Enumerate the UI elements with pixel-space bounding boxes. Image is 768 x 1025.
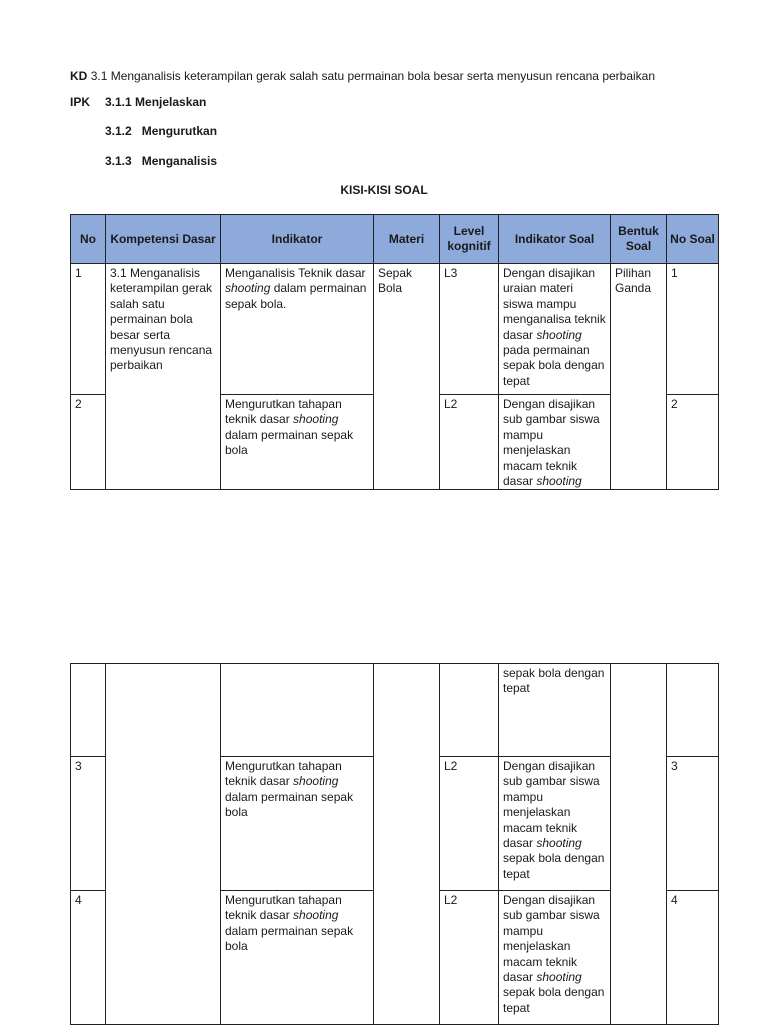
table-row	[71, 757, 719, 891]
level-cell: L2	[440, 395, 499, 490]
level-cell	[440, 664, 499, 757]
table-row	[71, 664, 719, 757]
header-indikator-soal: Indikator Soal	[499, 215, 611, 264]
level-cell: L3	[440, 264, 499, 395]
indicator-soal-cell: Dengan disajikan uraian materi siswa mampu menganalisa teknik dasar shooting pada permainan sepak bola dengan tepat	[499, 264, 611, 395]
ipk-item-2: 3.1.2 Mengurutkan	[105, 124, 218, 138]
header-no-soal: No Soal	[667, 215, 719, 264]
header-kompetensi: Kompetensi Dasar	[106, 215, 221, 264]
row-no: 3	[71, 757, 106, 891]
kisi-table-continued	[70, 663, 719, 1025]
ipk-item-3: 3.1.3 Menganalisis	[105, 154, 218, 168]
no-soal-cell: 3	[667, 757, 719, 891]
competency-cell	[106, 757, 221, 891]
form-cell	[611, 664, 667, 757]
row-no: 2	[71, 395, 106, 490]
header-materi: Materi	[374, 215, 440, 264]
material-cell	[374, 891, 440, 1025]
indicator-soal-cell: Dengan disajikan sub gambar siswa mampu menjelaskan macam teknik dasar shooting sepak bola dengan tepat	[499, 757, 611, 891]
form-cell	[611, 757, 667, 891]
table-row	[71, 264, 719, 395]
row-no: 1	[71, 264, 106, 395]
header-no: No	[71, 215, 106, 264]
header-level: Level kognitif	[440, 215, 499, 264]
header-indikator: Indikator	[221, 215, 374, 264]
material-cell: Sepak Bola	[374, 264, 440, 490]
level-cell: L2	[440, 891, 499, 1025]
kd-text: 3.1 Menganalisis keterampilan gerak salah satu permainan bola besar serta menyusun rencana perbaikan	[90, 69, 656, 83]
ipk-label: IPK	[70, 95, 91, 109]
indicator-cell: Menganalisis Teknik dasar shooting dalam permainan sepak bola.	[221, 264, 374, 395]
no-soal-cell: 4	[667, 891, 719, 1025]
form-cell: Pilihan Ganda	[611, 264, 667, 490]
ipk-item-1: 3.1.1 Menjelaskan	[105, 95, 207, 109]
indicator-soal-cell: sepak bola dengan tepat	[499, 664, 611, 757]
competency-cell: 3.1 Menganalisis keterampilan gerak salah satu permainan bola besar serta menyusun rencana perbaikan	[106, 264, 221, 490]
indicator-soal-cell: Dengan disajikan sub gambar siswa mampu menjelaskan macam teknik dasar shooting sepak bola dengan tepat	[499, 891, 611, 1025]
indicator-cell	[221, 664, 374, 757]
competency-cell	[106, 891, 221, 1025]
indicator-soal-cell: Dengan disajikan sub gambar siswa mampu menjelaskan macam teknik dasar shooting	[499, 395, 611, 490]
indicator-cell: Mengurutkan tahapan teknik dasar shooting dalam permainan sepak bola	[221, 757, 374, 891]
page-title: KISI-KISI SOAL	[340, 183, 428, 197]
kd-line	[70, 69, 655, 83]
no-soal-cell: 1	[667, 264, 719, 395]
table-header-row	[71, 215, 719, 264]
row-no	[71, 664, 106, 757]
row-no: 4	[71, 891, 106, 1025]
competency-cell	[106, 664, 221, 757]
indicator-cell: Mengurutkan tahapan teknik dasar shooting dalam permainan sepak bola	[221, 395, 374, 490]
table-row	[71, 891, 719, 1025]
no-soal-cell: 2	[667, 395, 719, 490]
kd-label: KD	[70, 69, 88, 83]
form-cell	[611, 891, 667, 1025]
level-cell: L2	[440, 757, 499, 891]
header-bentuk: Bentuk Soal	[611, 215, 667, 264]
no-soal-cell	[667, 664, 719, 757]
material-cell	[374, 757, 440, 891]
material-cell	[374, 664, 440, 757]
indicator-cell: Mengurutkan tahapan teknik dasar shooting dalam permainan sepak bola	[221, 891, 374, 1025]
kisi-table	[70, 214, 719, 490]
